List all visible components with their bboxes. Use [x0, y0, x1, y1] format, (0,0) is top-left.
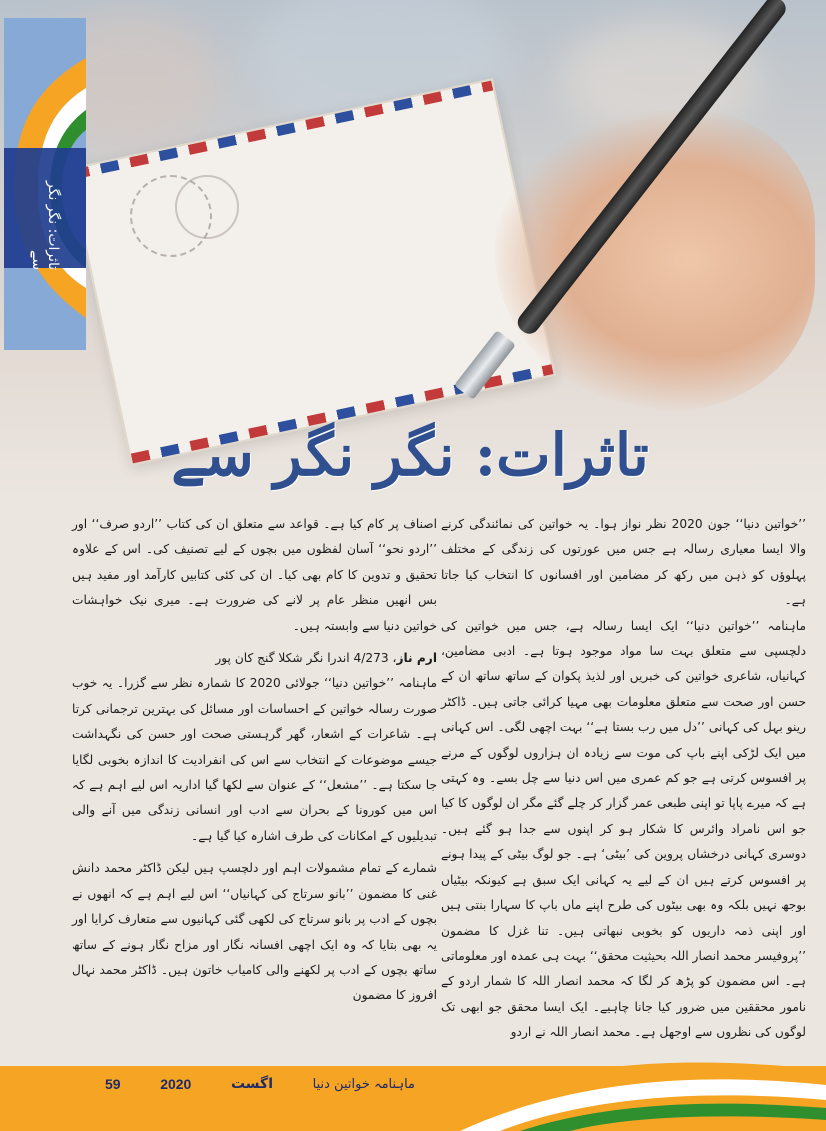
page-number: 59: [105, 1076, 121, 1092]
author-line: [72, 646, 437, 671]
paragraph: اصناف پر کام کیا ہے۔ قواعد سے متعلق ان کی کتاب ’’اردو صرف‘‘ اور ’’اردو نحو‘‘ آسان لفظوں میں بچوں کے لیے تصنیف کی۔ اس کے علاوہ تحقیق و تدوین کا کام بھی کیا۔ ان کی کئی کتابیں کارآمد اور مفید ہیں بس انھیں منظر عام پر لانے کی ضرورت ہے۔ میری نیک خواہشات خواتین دنیا سے وابستہ ہیں۔: [72, 517, 437, 633]
footer-year: 2020: [160, 1076, 192, 1092]
page-title: تاثرات: نگر نگر سے: [171, 421, 649, 489]
paragraph: ماہنامہ ’’خواتین دنیا‘‘ ایک ایسا رسالہ ہے، جس میں خواتین کی دلچسپی سے متعلق بہت سا مواد موجود ہوتا ہے۔ ادبی مضامین، کہانیاں، شاعری خواتین کی خبریں اور لذیذ پکوان کے ساتھ ساتھ ان کے حسن اور صحت سے متعلق معلومات بھی مہیا کرائی جاتی ہیں۔ ڈاکٹر رینو بہل کی کہانی ’’دل میں رب بستا ہے‘‘ بہت اچھی لگی۔ اس کہانی میں ایک لڑکی اپنے باپ کی موت سے زیادہ ان ہزاروں لوگوں کے مرنے پر افسوس کرتی ہے جو کم عمری میں اس دنیا سے چل بسے۔ وہ کہتی ہے کہ میرے پاپا تو اپنی طبعی عمر گزار کر چلے گئے مگر ان لوگوں کا کیا جو اس نامراد وائرس کا شکار ہو کر اپنوں سے جدا ہو گئے ہیں۔ دوسری کہانی درخشاں پروین کی ’بیٹی‘ ہے۔ جو لوگ بیٹی کے پیدا ہونے پر افسوس کرتے ہیں ان کے لیے یہ کہانی ایک سبق ہے کیونکہ بیٹیاں بوجھ نہیں بلکہ وہ بھی بیٹوں کی طرح اپنے ماں باپ کا سہارا بنتی ہیں اور اپنی ذمہ داریوں کو بخوبی نبھاتی ہیں۔ تنا غزل کا مضمون ’’پروفیسر محمد انصار اللہ بحیثیت محقق‘‘ بہت ہی عمدہ اور معلوماتی ہے۔ اس مضمون کو پڑھ کر لگا کہ محمد انصار اللہ کا شمار اردو کے نامور محققین میں ضرور کیا جانا چاہیے۔ ایک ایسا محقق جو ابھی تک لوگوں کی نظروں سے اوجھل ہے۔ محمد انصار اللہ نے اردو: [441, 618, 806, 1040]
paragraph: شمارے کے تمام مشمولات اہم اور دلچسپ ہیں لیکن ڈاکٹر محمد دانش غنی کا مضمون ’’بانو سرتاج کی کہانیاں‘‘ اس لیے اہم ہے کہ انھوں نے بچوں کے ادب پر بانو سرتاج کی لکھی گئی کہانیوں سے متعارف کرایا اور یہ بھی بتایا کہ وہ ایک اچھی افسانہ نگار اور مزاح نگار ہونے کے ساتھ ساتھ بچوں کے ادب پر لکھنے والی کامیاب خاتون ہیں۔ ڈاکٹر محمد نہال افروز کا مضمون: [72, 861, 437, 1003]
footer-magazine: ماہنامہ خواتین دنیا: [312, 1076, 415, 1092]
article-column-right: [441, 512, 806, 1046]
paragraph: ماہنامہ ’’خواتین دنیا‘‘ جولائی 2020 کا شمارہ نظر سے گزرا۔ یہ خوب صورت رسالہ خواتین کے احساسات اور مسائل کی بہترین ترجمانی کرتا ہے۔ شاعرات کے اشعار، گھر گرہستی صحت اور حسن کی نگہداشت جیسے موضوعات کے انتخاب سے اس کی انفرادیت کا اندازہ بخوبی لگایا جا سکتا ہے۔ ’’مشعل‘‘ کے عنوان سے لکھا گیا اداریہ اس لیے اہم ہے کہ اس میں کورونا کے بحران سے ادب اور انسانی زندگی میں آنے والی تبدیلیوں کے امکانات کی طرف اشارہ کیا گیا ہے۔: [72, 676, 438, 843]
section-sidebar: [4, 18, 86, 350]
postmark-stamp-secondary: [175, 175, 239, 239]
sidebar-label: تاثرات: نگر نگر سے: [29, 180, 61, 270]
author-name: ارم ناز: [396, 651, 437, 666]
author-address: ، 4/273 اندرا نگر شکلا گنج کان پور: [215, 651, 397, 666]
page-footer: [0, 1030, 826, 1131]
footer-info: [105, 1070, 415, 1098]
article-column-left: [72, 512, 437, 1009]
footer-month: اگست: [230, 1076, 273, 1092]
paragraph: ’’خواتین دنیا‘‘ جون 2020 نظر نواز ہوا۔ یہ خواتین کی نمائندگی کرنے والا ایسا معیاری رسالہ ہے جس میں عورتوں کی زندگی کے مختلف پہلوؤں کو ذہن میں رکھ کر مضامین اور افسانوں کا انتخاب کیا جاتا ہے۔: [441, 517, 806, 608]
